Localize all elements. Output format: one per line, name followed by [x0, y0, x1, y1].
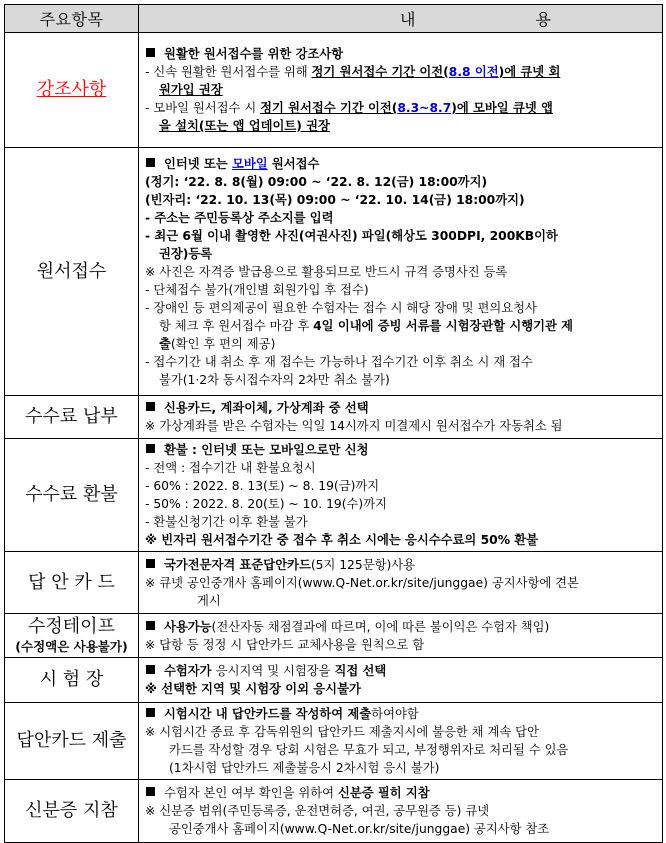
- content-refund: [139, 439, 663, 552]
- emphasis-line3d: )에 모바일 큐넷 앱: [451, 101, 553, 115]
- content-emphasis: [139, 33, 663, 148]
- bullet-square-icon: [146, 158, 155, 167]
- emphasis-date1: 8.8 이전: [448, 65, 499, 79]
- refund-line1: - 전액 : 접수기간 내 환불요청시: [145, 461, 316, 475]
- bullet-square-icon: [146, 444, 155, 453]
- emphasis-title: 원활한 원서접수를 위한 강조사항: [164, 47, 344, 61]
- answercard-line1: ※ 큐넷 공인중개사 홈페이지(www.Q-Net.or.kr/site/junggae) 공지사항에 견본: [145, 575, 579, 590]
- content-submit: [139, 703, 663, 780]
- application-vacancy-period: (빈자리: ‘22. 10. 13(목) 09:00 ~ ‘22. 10. 14(금) 18:00까지): [145, 192, 525, 207]
- refund-title: 환불 : 인터넷 또는 모바일으로만 신청: [164, 443, 369, 457]
- exam-guide-table: [4, 4, 663, 843]
- row-venue: [5, 658, 663, 703]
- header-content-char1: 내: [400, 10, 416, 29]
- emphasis-line1d: )에 큐넷 회: [498, 65, 561, 79]
- submit-line2: 카드를 작성할 경우 당회 시험은 무효가 되고, 부정행위자로 처리될 수 있음: [169, 743, 569, 757]
- label-refund: 수수료 환불: [5, 439, 139, 552]
- venue-line1: ※ 선택한 지역 및 시험장 이외 응시불가: [145, 682, 361, 696]
- label-id: 신분증 지참: [5, 780, 139, 843]
- label-fee: 수수료 납부: [5, 396, 139, 439]
- bullet-square-icon: [146, 621, 155, 630]
- row-application: [5, 148, 663, 396]
- bullet-square-icon: [146, 665, 155, 674]
- emphasis-line1a: - 신속 원활한 원서접수를 위해: [145, 65, 312, 79]
- content-id: [139, 780, 663, 843]
- label-application: 원서접수: [5, 148, 139, 396]
- submit-title-b: 하여야함: [371, 707, 419, 721]
- emphasis-date2: 8.3~8.7: [397, 101, 452, 115]
- refund-line2: - 60% : 2022. 8. 13(토) ~ 8. 19(금)까지: [145, 479, 380, 493]
- application-line8: - 접수기간 내 취소 후 재 접수는 가능하나 접수기간 이후 취소 시 재 접수: [145, 354, 533, 369]
- application-line2: - 최근 6월 이내 촬영한 사진(여권사진) 파일(해상도 300DPI, 200KB이하: [145, 228, 558, 243]
- refund-line3: - 50% : 2022. 8. 20(토) ~ 10. 19(수)까지: [145, 497, 387, 511]
- bullet-square-icon: [146, 787, 155, 796]
- bullet-square-icon: [146, 708, 155, 717]
- emphasis-line1b: 정기 원서접수 기간 이전(: [311, 65, 449, 79]
- application-line2b: 권장)등록: [159, 246, 213, 261]
- header-row: [5, 5, 663, 33]
- id-line1: ※ 신분증 범위(주민등록증, 운전면허증, 여권, 공무원증 등) 큐넷: [145, 804, 490, 818]
- answercard-title-b: (5지 125문항)사용: [310, 557, 416, 572]
- content-application: [139, 148, 663, 396]
- header-col-item: 주요항목: [5, 5, 139, 33]
- application-line7: 출: [159, 336, 171, 351]
- id-title-b: 신분증 필히 지참: [337, 786, 430, 800]
- refund-line4: - 환불신청기간 이후 환불 불가: [145, 515, 308, 529]
- row-id: [5, 780, 663, 843]
- application-line4: - 단체접수 불가(개인별 회원가입 후 접수): [145, 282, 369, 297]
- label-tape: [5, 614, 139, 658]
- refund-line5: ※ 빈자리 원서접수기간 중 접수 후 취소 시에는 응시수수료의 50% 환불: [145, 533, 539, 547]
- venue-title-c: 직접 선택: [334, 664, 387, 678]
- row-tape: [5, 614, 663, 658]
- row-submit: [5, 703, 663, 780]
- label-submit: 답안카드 제출: [5, 703, 139, 780]
- label-emphasis: 강조사항: [5, 33, 139, 148]
- header-content-char2: 용: [535, 10, 551, 29]
- application-line9: 불가(1·2차 동시접수자의 2차만 취소 불가): [159, 372, 390, 387]
- emphasis-line4: 을 설치(또는 앱 업데이트) 권장: [159, 119, 330, 133]
- submit-line1: ※ 시험시간 종료 후 감독위원의 답안카드 제출지시에 불응한 채 계속 답안: [145, 725, 539, 739]
- emphasis-line3a: - 모바일 원서접수 시: [145, 101, 261, 115]
- tape-sublabel: (수정액은 사용불가): [15, 639, 128, 654]
- bullet-square-icon: [146, 402, 155, 411]
- content-answercard: [139, 552, 663, 614]
- application-line7b: (확인 후 편의 제공): [170, 336, 276, 351]
- application-line5: - 장애인 등 편의제공이 필요한 수험자는 접수 시 해당 장애 및 편의요청사: [145, 300, 537, 315]
- answercard-line2: 게시: [197, 593, 221, 608]
- row-refund: [5, 439, 663, 552]
- label-answercard: 답 안 카 드: [5, 552, 139, 614]
- fee-title: 신용카드, 계좌이체, 가상계좌 중 선택: [164, 401, 369, 415]
- content-tape: [139, 614, 663, 658]
- venue-title-b: 응시지역 및 시험장을: [215, 664, 335, 678]
- application-title-a: 인터넷 또는: [164, 156, 232, 171]
- tape-title-b: (전산자동 채점결과에 따르며, 이에 따른 불이익은 수험자 책임): [211, 619, 550, 634]
- bullet-square-icon: [146, 559, 155, 568]
- row-answercard: [5, 552, 663, 614]
- content-venue: [139, 658, 663, 703]
- tape-line1: ※ 답항 등 정정 시 답안카드 교체사용을 원칙으로 함: [145, 637, 425, 652]
- emphasis-line2: 원가입 권장: [159, 83, 223, 97]
- submit-title-a: 시험시간 내 답안카드를 작성하여 제출: [164, 707, 372, 721]
- tape-title-a: 사용가능: [164, 619, 212, 634]
- emphasis-line3b: 정기 원서접수 기간 이전(: [260, 101, 398, 115]
- application-title-mobile: 모바일: [231, 156, 268, 171]
- label-venue: 시 험 장: [5, 658, 139, 703]
- bullet-square-icon: [146, 48, 155, 57]
- application-line6a: 항 체크 후 원서접수 마감 후: [159, 318, 314, 333]
- content-fee: [139, 396, 663, 439]
- application-line6b: 4일 이내에 증빙 서류를 시험장관할 시행기관 제: [313, 318, 574, 333]
- id-line2: 공인중개사 홈페이지(www.Q-Net.or.kr/site/junggae) 공지사항 참조: [169, 822, 550, 836]
- venue-title-a: 수험자가: [164, 664, 216, 678]
- row-emphasis: [5, 33, 663, 148]
- submit-line3: (1차시험 답안카드 제출불응시 2차시험 응시 불가): [169, 761, 440, 775]
- application-regular-period: (정기: ‘22. 8. 8(월) 09:00 ~ ‘22. 8. 12(금) 18:00까지): [145, 174, 488, 189]
- application-title-c: 원서접수: [267, 156, 320, 171]
- application-line3: ※ 사진은 자격증 발급용으로 활용되므로 반드시 규격 증명사진 등록: [145, 264, 508, 279]
- id-title-a: 수험자 본인 여부 확인을 위하여: [164, 786, 338, 800]
- row-fee: [5, 396, 663, 439]
- application-line1: - 주소는 주민등록상 주소지를 입력: [145, 210, 334, 225]
- header-col-content: [139, 5, 663, 33]
- answercard-title-a: 국가전문자격 표준답안카드: [164, 557, 311, 572]
- tape-label: 수정테이프: [28, 616, 115, 637]
- fee-line1: ※ 가상계좌를 받은 수험자는 익일 14시까지 미결제시 원서접수가 자동취소 됨: [145, 419, 563, 433]
